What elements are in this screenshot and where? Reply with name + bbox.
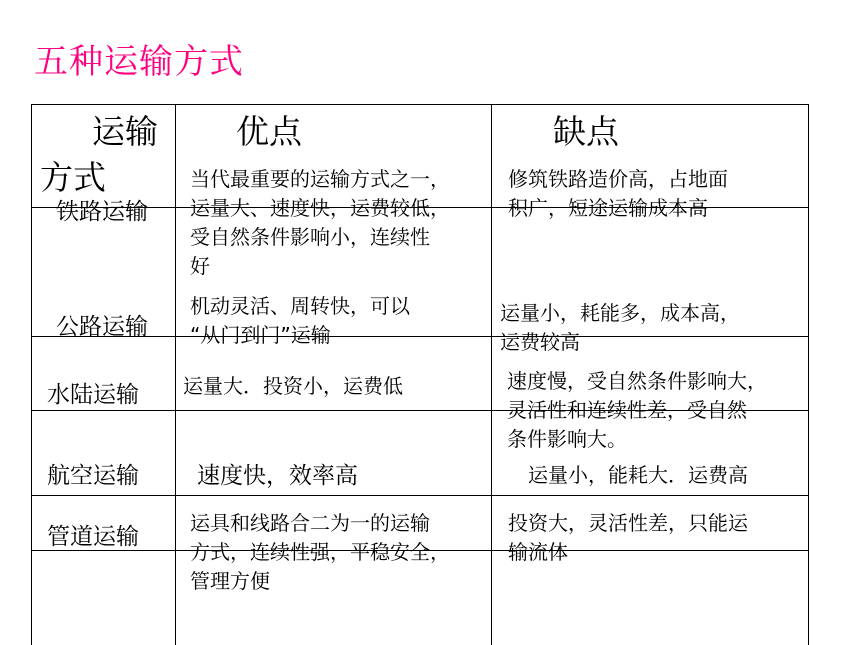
advantage-line: 机动灵活、周转快，可以 bbox=[190, 294, 410, 318]
mode-label: 公路运输 bbox=[56, 314, 148, 340]
header-mode-line1: 运输 bbox=[92, 112, 158, 151]
disadvantage-line: 运量小，能耗大．运费高 bbox=[528, 463, 748, 487]
advantage-line: 方式，连续性强，平稳安全， bbox=[190, 540, 450, 564]
header-mode-line2: 方式 bbox=[40, 158, 106, 197]
advantage-line: 运量大、速度快，运费较低， bbox=[190, 196, 450, 220]
disadvantage-line: 投资大，灵活性差，只能运 bbox=[508, 511, 748, 535]
disadvantage-line: 运费较高 bbox=[500, 330, 580, 354]
mode-label: 水陆运输 bbox=[47, 382, 139, 408]
table-divider-adv bbox=[491, 104, 492, 645]
mode-label: 管道运输 bbox=[47, 524, 139, 550]
advantage-line: 受自然条件影响小，连续性 bbox=[190, 225, 430, 249]
table-border-right bbox=[808, 104, 809, 645]
table-border-left bbox=[31, 104, 32, 645]
disadvantage-line: 条件影响大。 bbox=[507, 427, 627, 451]
page-title: 五种运输方式 bbox=[34, 42, 244, 82]
advantage-line: 管理方便 bbox=[190, 569, 270, 593]
advantage-line: 好 bbox=[190, 254, 210, 278]
advantage-line: 运量大．投资小，运费低 bbox=[183, 374, 403, 398]
table-border-top bbox=[31, 104, 809, 105]
disadvantage-line: 修筑铁路造价高，占地面 bbox=[508, 167, 728, 191]
header-advantages: 优点 bbox=[236, 112, 302, 151]
table-divider-mode bbox=[175, 104, 176, 645]
header-disadvantages: 缺点 bbox=[553, 112, 619, 151]
disadvantage-line: 速度慢，受自然条件影响大， bbox=[507, 369, 767, 393]
row-divider bbox=[31, 495, 809, 496]
mode-label: 航空运输 bbox=[47, 463, 139, 489]
disadvantage-line: 运量小，耗能多，成本高， bbox=[500, 301, 740, 325]
disadvantage-line: 积广，短途运输成本高 bbox=[508, 196, 708, 220]
disadvantage-line: 灵活性和连续性差，受自然 bbox=[507, 398, 747, 422]
disadvantage-line: 输流体 bbox=[508, 540, 568, 564]
advantage-line: 速度快，效率高 bbox=[197, 463, 358, 489]
advantage-line: “从门到门”运输 bbox=[190, 323, 331, 347]
mode-label: 铁路运输 bbox=[56, 199, 148, 225]
advantage-line: 当代最重要的运输方式之一， bbox=[190, 167, 450, 191]
advantage-line: 运具和线路合二为一的运输 bbox=[190, 511, 430, 535]
